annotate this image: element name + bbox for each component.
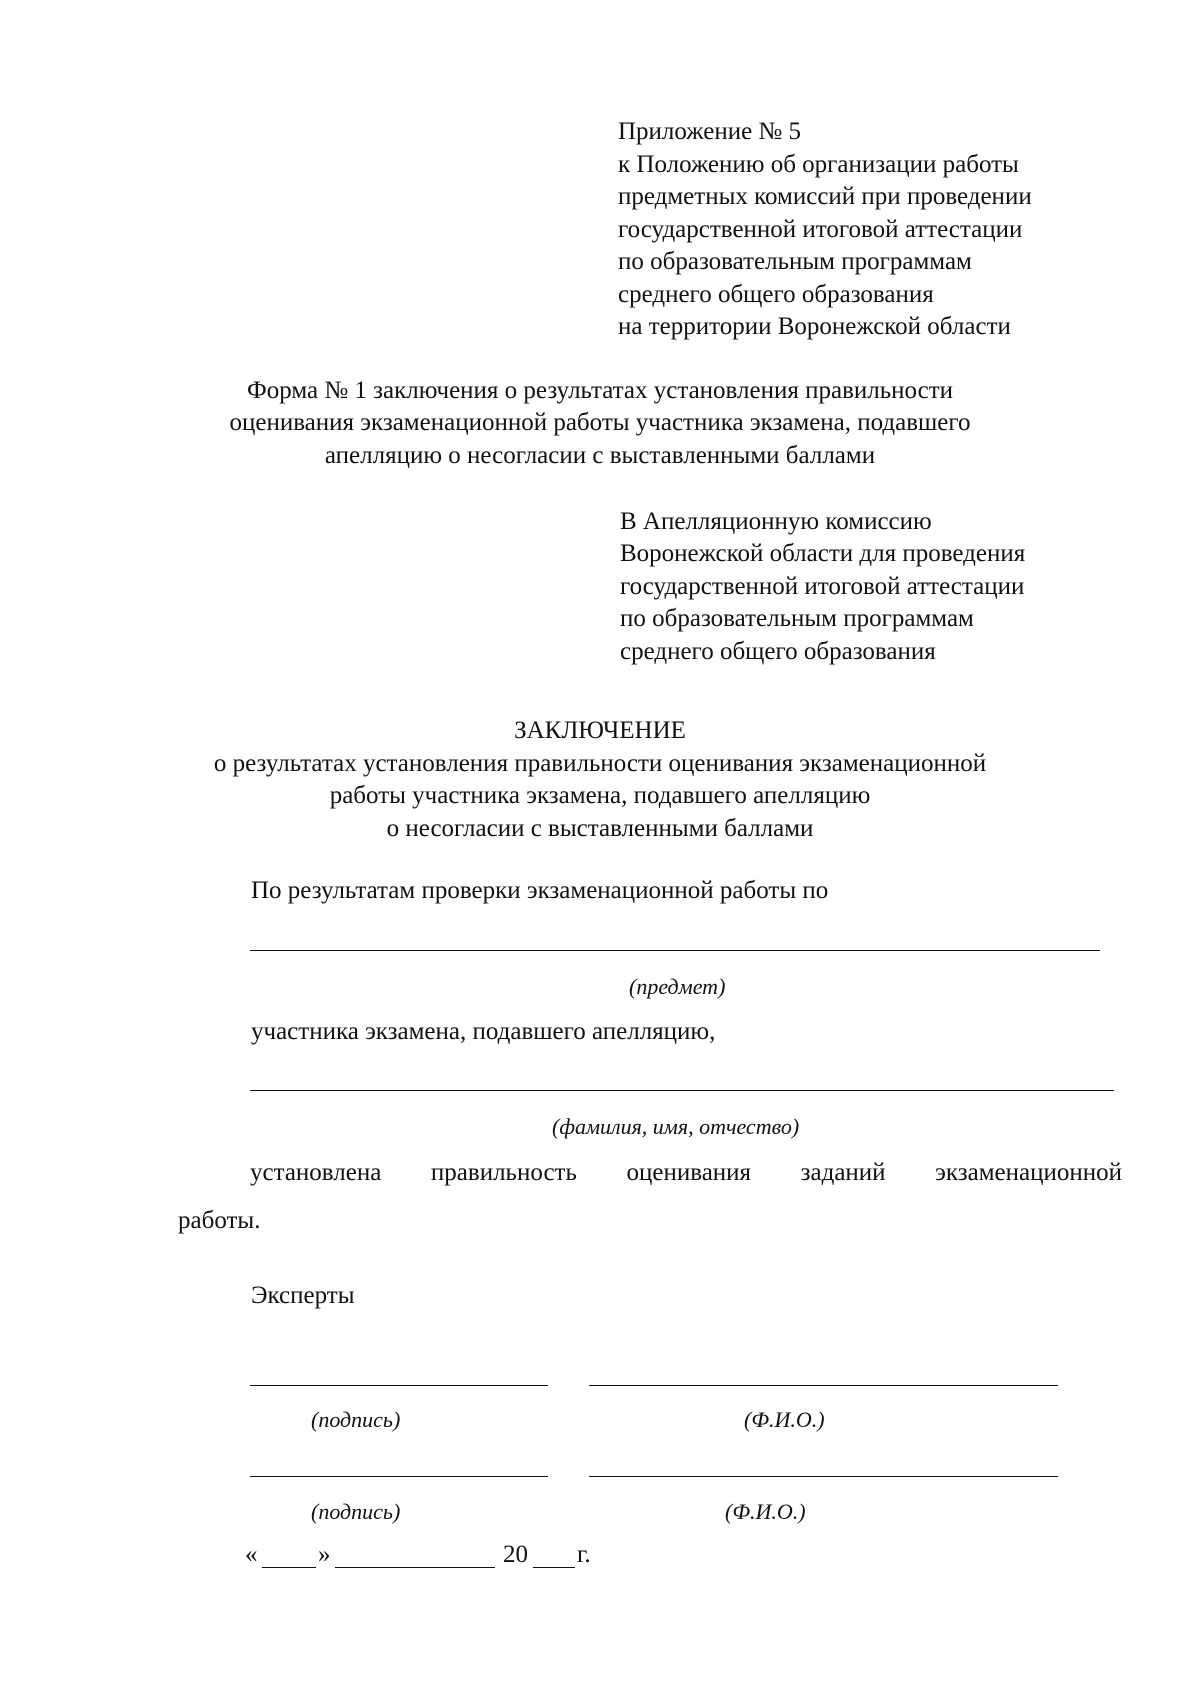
heading-line: о результатах установления правильности оценивания экзаменационной [213,750,987,777]
signature-caption: (подпись) [311,1499,401,1524]
date-close-quote: » [318,1541,331,1568]
conclusion-text [250,1157,1122,1190]
date-open-quote: « [245,1541,258,1568]
conclusion-end: работы. [178,1207,261,1234]
conclusion-word: установлена [250,1159,382,1186]
appendix-line: к Положению об организации работы [618,151,1019,178]
fio-blank-line [589,1385,1058,1386]
appendix-line: Приложение № 5 [618,118,802,145]
subject-blank-line [250,950,1100,951]
fio-caption: (Ф.И.О.) [725,1499,806,1524]
year-prefix: 20 [503,1541,528,1568]
year-blank-line [533,1567,575,1568]
appendix-line: предметных комиссий при проведении [618,183,1032,210]
form-title-line: апелляцию о несогласии с выставленными баллами [324,442,876,469]
conclusion-word: экзаменационной [935,1159,1122,1186]
addressee-line: В Апелляционную комиссию [620,508,932,535]
signature-blank-line [250,1476,548,1477]
fio-blank-line [589,1476,1058,1477]
signature-blank-line [250,1385,548,1386]
appendix-line: среднего общего образования [618,281,934,308]
fio-caption: (Ф.И.О.) [744,1407,825,1432]
heading-line: работы участника экзамена, подавшего апелляцию [329,782,871,809]
form-title-line: оценивания экзаменационной работы участника экзамена, подавшего [229,409,971,436]
year-suffix: г. [577,1541,591,1568]
day-blank-line [262,1567,316,1568]
subject-caption: (предмет) [629,974,726,999]
signature-caption: (подпись) [311,1407,401,1432]
addressee-line: среднего общего образования [620,638,936,665]
intro-text: По результатам проверки экзаменационной работы по [251,877,829,904]
name-blank-line [250,1090,1114,1091]
addressee-line: Воронежской области для проведения [620,540,1026,567]
heading-title: ЗАКЛЮЧЕНИЕ [514,717,686,744]
name-caption: (фамилия, имя, отчество) [552,1114,800,1139]
participant-text: участника экзамена, подавшего апелляцию, [251,1018,716,1045]
form-title-line: Форма № 1 заключения о результатах установления правильности [246,377,954,404]
conclusion-word: правильность [430,1159,577,1186]
appendix-line: государственной итоговой аттестации [618,216,1023,243]
conclusion-word: заданий [800,1159,886,1186]
experts-label: Эксперты [251,1282,355,1309]
conclusion-word: оценивания [626,1159,752,1186]
addressee-line: по образовательным программам [620,605,974,632]
appendix-line: по образовательным программам [618,248,972,275]
heading-line: о несогласии с выставленными баллами [386,815,814,842]
appendix-line: на территории Воронежской области [618,313,1011,340]
month-blank-line [335,1567,495,1568]
addressee-line: государственной итоговой аттестации [620,573,1025,600]
